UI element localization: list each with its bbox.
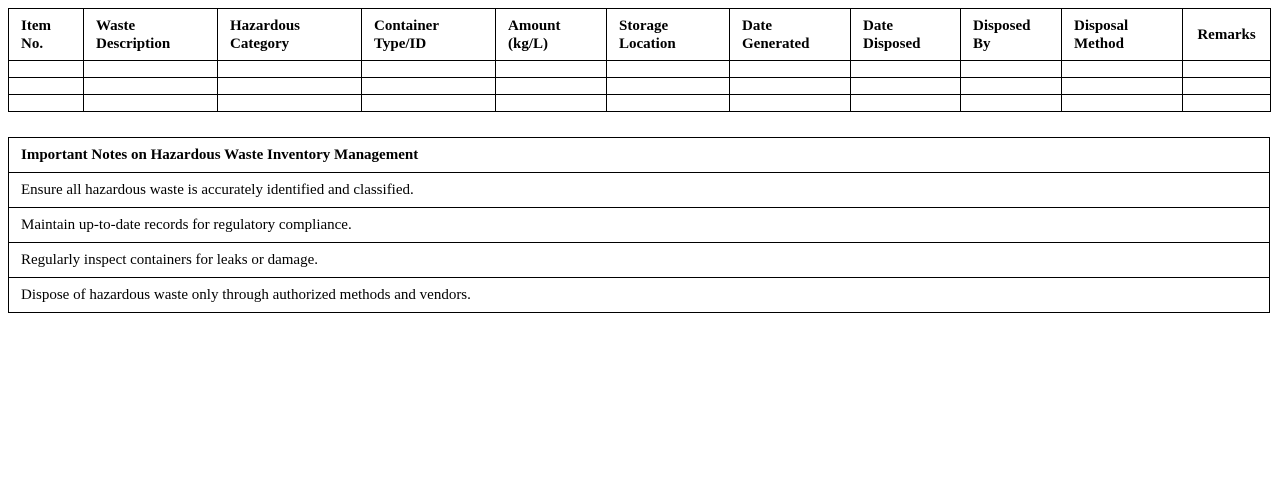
header-disposed-by: Disposed By [961, 9, 1062, 61]
note-item: Regularly inspect containers for leaks or damage. [9, 243, 1270, 278]
table-cell[interactable] [496, 95, 607, 112]
table-cell[interactable] [730, 95, 851, 112]
table-cell[interactable] [84, 78, 218, 95]
table-cell[interactable] [1062, 61, 1183, 78]
table-cell[interactable] [9, 61, 84, 78]
table-cell[interactable] [1183, 78, 1271, 95]
table-cell[interactable] [84, 95, 218, 112]
table-cell[interactable] [1183, 95, 1271, 112]
table-cell[interactable] [851, 78, 961, 95]
table-cell[interactable] [1062, 95, 1183, 112]
table-cell[interactable] [9, 78, 84, 95]
notes-row [9, 173, 1270, 208]
note-item: Ensure all hazardous waste is accurately identified and classified. [9, 173, 1270, 208]
table-cell[interactable] [961, 61, 1062, 78]
table-cell[interactable] [218, 61, 362, 78]
table-cell[interactable] [1062, 78, 1183, 95]
header-container-type-id: Container Type/ID [362, 9, 496, 61]
table-header-row [9, 9, 1271, 61]
note-item: Dispose of hazardous waste only through authorized methods and vendors. [9, 278, 1270, 313]
table-cell[interactable] [730, 61, 851, 78]
header-storage-location: Storage Location [607, 9, 730, 61]
table-cell[interactable] [218, 95, 362, 112]
important-notes-table [8, 137, 1270, 313]
table-cell[interactable] [607, 95, 730, 112]
table-cell[interactable] [496, 61, 607, 78]
table-cell[interactable] [607, 78, 730, 95]
header-remarks: Remarks [1183, 9, 1271, 61]
header-date-generated: Date Generated [730, 9, 851, 61]
table-cell[interactable] [961, 95, 1062, 112]
notes-title: Important Notes on Hazardous Waste Inventory Management [9, 138, 1270, 173]
table-cell[interactable] [851, 61, 961, 78]
header-item-no: Item No. [9, 9, 84, 61]
header-amount: Amount (kg/L) [496, 9, 607, 61]
table-cell[interactable] [9, 95, 84, 112]
table-cell[interactable] [496, 78, 607, 95]
table-cell[interactable] [362, 78, 496, 95]
header-date-disposed: Date Disposed [851, 9, 961, 61]
table-cell[interactable] [961, 78, 1062, 95]
table-row [9, 61, 1271, 78]
table-cell[interactable] [851, 95, 961, 112]
table-cell[interactable] [84, 61, 218, 78]
table-row [9, 78, 1271, 95]
table-cell[interactable] [362, 61, 496, 78]
table-cell[interactable] [362, 95, 496, 112]
header-disposal-method: Disposal Method [1062, 9, 1183, 61]
table-cell[interactable] [1183, 61, 1271, 78]
notes-row [9, 208, 1270, 243]
table-row [9, 95, 1271, 112]
table-cell[interactable] [607, 61, 730, 78]
header-waste-description: Waste Description [84, 9, 218, 61]
notes-title-row [9, 138, 1270, 173]
header-hazardous-category: Hazardous Category [218, 9, 362, 61]
table-cell[interactable] [730, 78, 851, 95]
notes-row [9, 243, 1270, 278]
hazardous-waste-inventory-table [8, 8, 1271, 112]
notes-row [9, 278, 1270, 313]
note-item: Maintain up-to-date records for regulatory compliance. [9, 208, 1270, 243]
table-cell[interactable] [218, 78, 362, 95]
